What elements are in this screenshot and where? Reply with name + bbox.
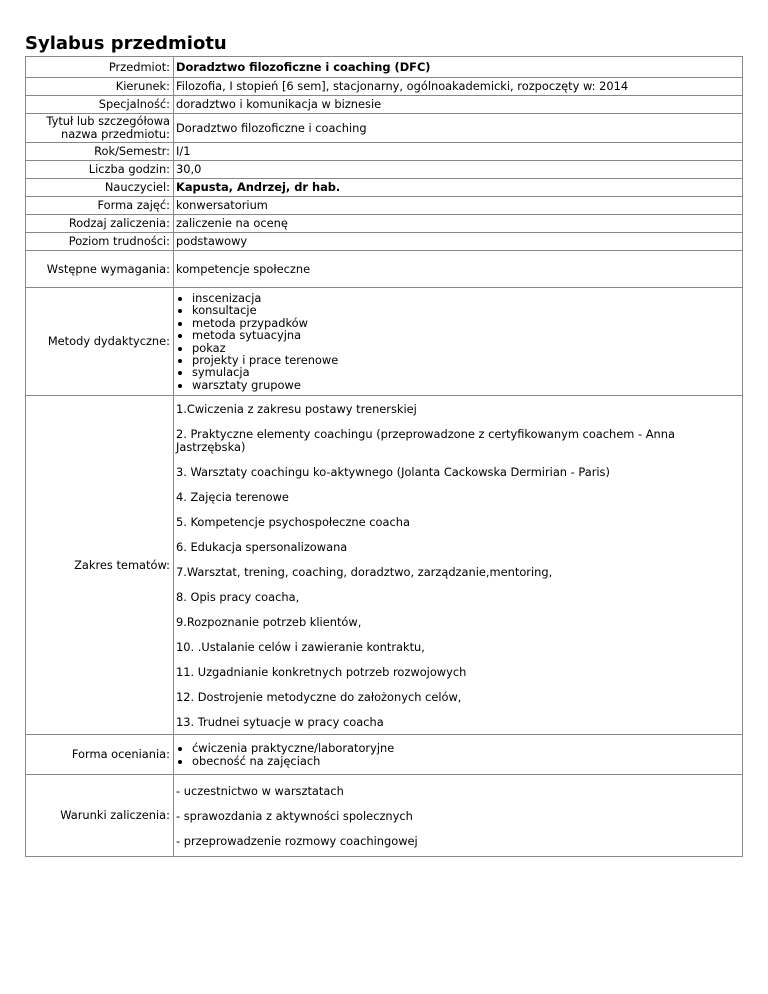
label-kierunek: Kierunek: xyxy=(26,78,174,96)
label-nauczyciel: Nauczyciel: xyxy=(26,179,174,197)
topic-item: 10. .Ustalanie celów i zawieranie kontraktu, xyxy=(176,640,425,654)
value-nauczyciel: Kapusta, Andrzej, dr hab. xyxy=(174,179,743,197)
row-ocenianie xyxy=(26,735,743,775)
list-item: • pokaz xyxy=(192,342,739,354)
list-item: • metoda sytuacyjna xyxy=(192,329,739,341)
list-item: • projekty i prace terenowe xyxy=(192,354,739,366)
condition-item: - uczestnictwo w warsztatach xyxy=(176,784,344,798)
value-poziom: podstawowy xyxy=(174,233,743,251)
methods-list xyxy=(176,292,739,391)
value-warunki xyxy=(174,775,743,857)
topic-item: 1.Cwiczenia z zakresu postawy trenerskiej xyxy=(176,402,417,416)
label-tytul-line2: nazwa przedmiotu: xyxy=(61,127,170,141)
row-metody xyxy=(26,288,743,396)
topic-item: 9.Rozpoznanie potrzeb klientów, xyxy=(176,615,362,629)
label-metody: Metody dydaktyczne: xyxy=(26,288,174,396)
row-specjalnosc xyxy=(26,96,743,114)
topic-item: 6. Edukacja spersonalizowana xyxy=(176,540,348,554)
topic-item: 5. Kompetencje psychospołeczne coacha xyxy=(176,515,410,529)
topic-item: 8. Opis pracy coacha, xyxy=(176,590,300,604)
list-item: • warsztaty grupowe xyxy=(192,379,739,391)
value-forma: konwersatorium xyxy=(174,197,743,215)
label-forma: Forma zajęć: xyxy=(26,197,174,215)
label-tytul-line1: Tytuł lub szczegółowa xyxy=(46,114,170,128)
condition-item: - przeprowadzenie rozmowy coachingowej xyxy=(176,834,418,848)
label-ocenianie: Forma oceniania: xyxy=(26,735,174,775)
row-przedmiot xyxy=(26,57,743,78)
value-rok: I/1 xyxy=(174,143,743,161)
value-przedmiot: Doradztwo filozoficzne i coaching (DFC) xyxy=(174,57,743,78)
value-kierunek: Filozofia, I stopień [6 sem], stacjonarny, ogólnoakademicki, rozpoczęty w: 2014 xyxy=(174,78,743,96)
label-poziom: Poziom trudności: xyxy=(26,233,174,251)
topic-item: 13. Trudnei sytuacje w pracy coacha xyxy=(176,715,384,729)
row-warunki xyxy=(26,775,743,857)
label-przedmiot: Przedmiot: xyxy=(26,57,174,78)
row-forma xyxy=(26,197,743,215)
value-ocenianie xyxy=(174,735,743,775)
label-warunki: Warunki zaliczenia: xyxy=(26,775,174,857)
topic-item: 4. Zajęcia terenowe xyxy=(176,490,289,504)
row-rok xyxy=(26,143,743,161)
label-rok: Rok/Semestr: xyxy=(26,143,174,161)
value-wymagania: kompetencje społeczne xyxy=(174,251,743,288)
label-godziny: Liczba godzin: xyxy=(26,161,174,179)
list-item: • ćwiczenia praktyczne/laboratoryjne xyxy=(192,742,739,754)
row-wymagania xyxy=(26,251,743,288)
value-zakres xyxy=(174,396,743,735)
label-wymagania: Wstępne wymagania: xyxy=(26,251,174,288)
label-specjalnosc: Specjalność: xyxy=(26,96,174,114)
value-specjalnosc: doradztwo i komunikacja w biznesie xyxy=(174,96,743,114)
label-zaliczenie: Rodzaj zaliczenia: xyxy=(26,215,174,233)
list-item: • konsultacje xyxy=(192,304,739,316)
row-godziny xyxy=(26,161,743,179)
topic-item: 2. Praktyczne elementy coachingu (przeprowadzone z certyfikowanym coachem - Anna Jastrzębska) xyxy=(176,427,675,454)
topic-item: 12. Dostrojenie metodyczne do założonych celów, xyxy=(176,690,462,704)
row-poziom xyxy=(26,233,743,251)
row-kierunek xyxy=(26,78,743,96)
list-item: • inscenizacja xyxy=(192,292,739,304)
assessment-list xyxy=(176,742,739,767)
list-item: • metoda przypadków xyxy=(192,317,739,329)
value-godziny: 30,0 xyxy=(174,161,743,179)
list-item: • symulacja xyxy=(192,366,739,378)
value-tytul: Doradztwo filozoficzne i coaching xyxy=(174,114,743,143)
condition-item: - sprawozdania z aktywności spolecznych xyxy=(176,809,413,823)
syllabus-table xyxy=(25,56,743,857)
value-metody xyxy=(174,288,743,396)
topic-item: 11. Uzgadnianie konkretnych potrzeb rozwojowych xyxy=(176,665,467,679)
topic-item: 3. Warsztaty coachingu ko-aktywnego (Jolanta Cackowska Dermirian - Paris) xyxy=(176,465,610,479)
value-zaliczenie: zaliczenie na ocenę xyxy=(174,215,743,233)
row-tytul xyxy=(26,114,743,143)
row-zakres xyxy=(26,396,743,735)
label-zakres: Zakres tematów: xyxy=(26,396,174,735)
topic-item: 7.Warsztat, trening, coaching, doradztwo, zarządzanie,mentoring, xyxy=(176,565,553,579)
label-tytul xyxy=(26,114,174,143)
list-item: • obecność na zajęciach xyxy=(192,755,739,767)
row-zaliczenie xyxy=(26,215,743,233)
row-nauczyciel xyxy=(26,179,743,197)
page-title: Sylabus przedmiotu xyxy=(25,33,227,54)
